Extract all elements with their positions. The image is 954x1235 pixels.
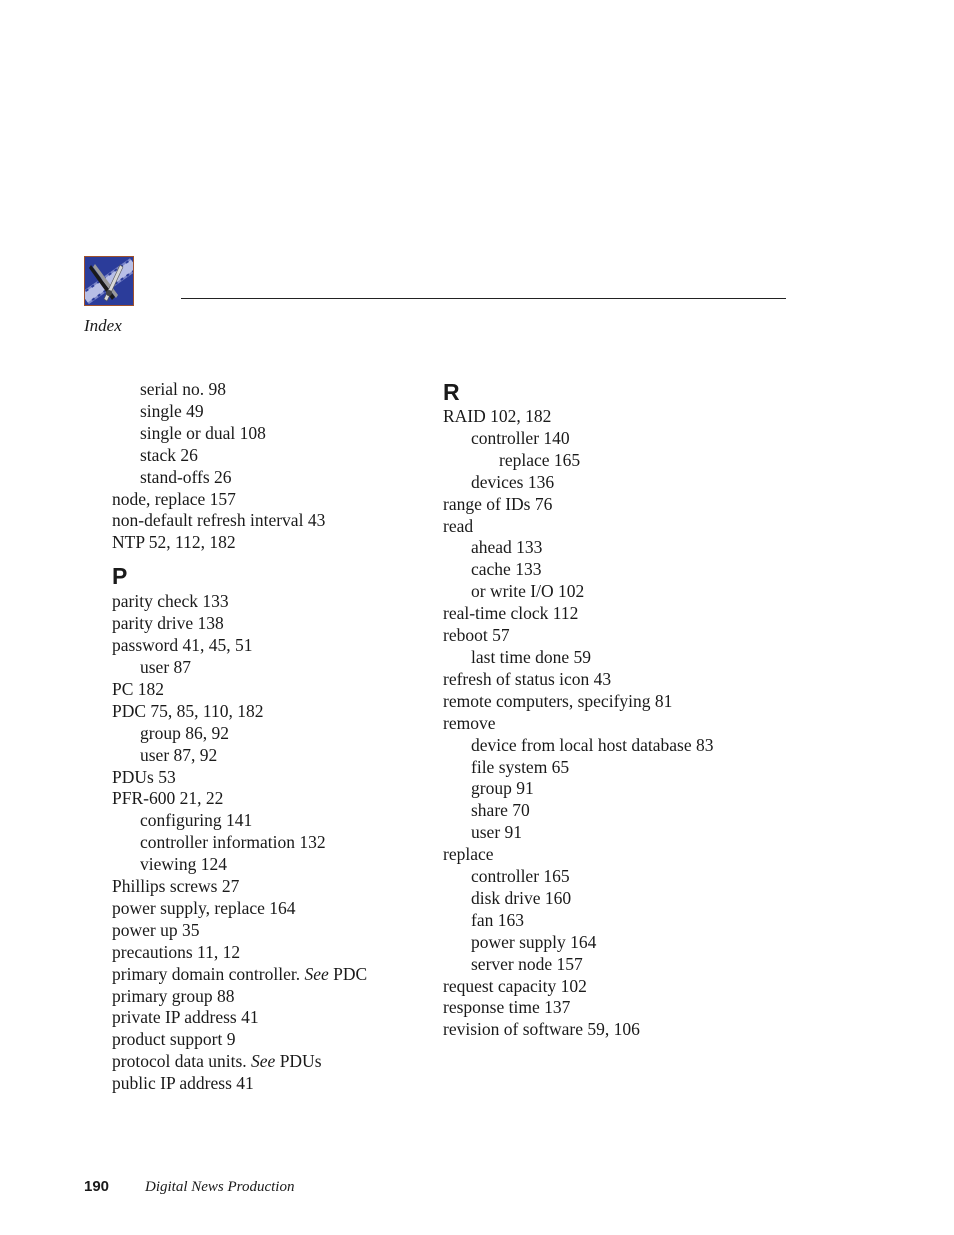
index-entry: fan 163 <box>471 909 524 930</box>
index-entry: single 49 <box>140 400 204 421</box>
index-entry: group 86, 92 <box>140 722 229 743</box>
index-entry: controller 140 <box>471 427 570 448</box>
index-entry: remove <box>443 712 496 733</box>
index-entry: power supply, replace 164 <box>112 897 296 918</box>
index-entry: response time 137 <box>443 997 571 1018</box>
index-entry: or write I/O 102 <box>471 581 585 602</box>
index-entry: parity drive 138 <box>112 613 224 634</box>
index-entry: group 91 <box>471 778 534 799</box>
index-entry: PC 182 <box>112 678 165 699</box>
index-entry: reboot 57 <box>443 625 510 646</box>
index-entry: server node 157 <box>471 953 583 974</box>
index-letter-heading: P <box>112 563 128 590</box>
index-entry: user 91 <box>471 822 523 843</box>
index-entry: revision of software 59, 106 <box>443 1019 640 1040</box>
index-entry: viewing 124 <box>140 854 228 875</box>
index-entry: PFR-600 21, 22 <box>112 788 224 809</box>
index-entry: range of IDs 76 <box>443 493 553 514</box>
index-letter-heading: R <box>443 379 460 405</box>
index-entry: PDC 75, 85, 110, 182 <box>112 700 264 721</box>
page-number: 190 <box>84 1178 110 1195</box>
index-entry: refresh of status icon 43 <box>443 668 612 689</box>
index-entry: PDUs 53 <box>112 766 176 787</box>
index-entry: node, replace 157 <box>112 488 236 509</box>
index-entry: public IP address 41 <box>112 1073 254 1094</box>
index-entry: stack 26 <box>140 444 198 465</box>
index-entry: real-time clock 112 <box>443 603 579 624</box>
index-entry: remote computers, specifying 81 <box>443 690 673 711</box>
publication-title: Digital News Production <box>145 1179 295 1195</box>
see-target: PDC <box>328 963 368 984</box>
index-entry: replace 165 <box>499 449 581 470</box>
index-entry: read <box>443 515 474 536</box>
index-entry: devices 136 <box>471 471 555 492</box>
index-entry: RAID 102, 182 <box>443 406 552 426</box>
index-entry: device from local host database 83 <box>471 734 714 755</box>
index-entry-text: protocol data units. <box>112 1051 252 1072</box>
index-entry: Phillips screws 27 <box>112 876 240 897</box>
index-entry: power supply 164 <box>471 931 597 952</box>
product-logo-icon <box>84 256 134 306</box>
index-entry: NTP 52, 112, 182 <box>112 532 236 553</box>
index-entry: power up 35 <box>112 919 200 940</box>
index-entry <box>112 964 412 986</box>
index-entry: share 70 <box>471 800 530 821</box>
index-entry: user 87, 92 <box>140 744 218 765</box>
index-entry: controller information 132 <box>140 832 326 853</box>
index-entry: file system 65 <box>471 756 570 777</box>
index-entry: product support 9 <box>112 1029 236 1050</box>
index-entry: non-default refresh interval 43 <box>112 510 326 531</box>
index-entry: ahead 133 <box>471 537 543 558</box>
index-entry: stand-offs 26 <box>140 466 232 487</box>
index-entry: serial no. 98 <box>140 379 227 399</box>
index-entry: request capacity 102 <box>443 975 587 996</box>
index-entry: configuring 141 <box>140 810 253 831</box>
index-column-right <box>443 379 803 1041</box>
index-entry: precautions 11, 12 <box>112 941 241 962</box>
index-column-left <box>112 379 412 1095</box>
see-target: PDUs <box>275 1051 322 1072</box>
section-label: Index <box>84 316 122 335</box>
index-entry: single or dual 108 <box>140 422 266 443</box>
see-reference: See <box>251 1051 276 1072</box>
index-entry: password 41, 45, 51 <box>112 635 253 656</box>
index-entry-text: primary domain controller. <box>112 963 305 984</box>
index-entry: replace <box>443 844 494 865</box>
index-entry: controller 165 <box>471 866 570 887</box>
header-rule <box>181 298 786 299</box>
index-entry: cache 133 <box>471 559 542 580</box>
index-entry: parity check 133 <box>112 591 229 612</box>
see-reference: See <box>304 963 329 984</box>
index-entry <box>112 1051 412 1073</box>
index-entry: disk drive 160 <box>471 887 572 908</box>
index-entry: primary group 88 <box>112 985 235 1006</box>
index-entry: user 87 <box>140 656 192 677</box>
index-entry: private IP address 41 <box>112 1007 259 1028</box>
index-entry: last time done 59 <box>471 646 592 667</box>
